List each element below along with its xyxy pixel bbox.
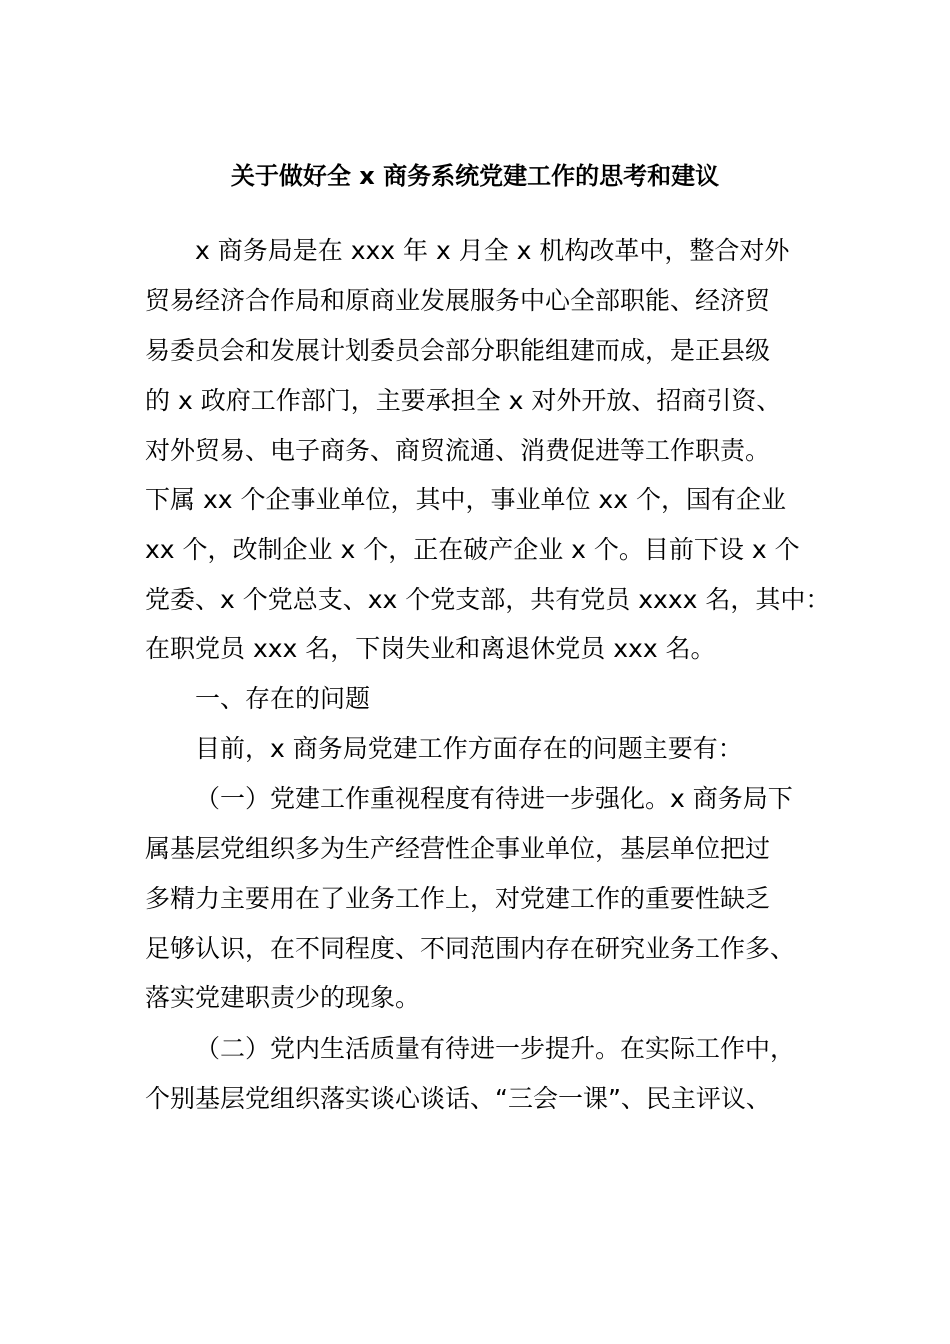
paragraph-line: 下属 xx 个企事业单位，其中，事业单位 xx 个，国有企业 — [145, 485, 786, 514]
paragraph-line: x 商务局是在 xxx 年 x 月全 x 机构改革中，整合对外 — [195, 236, 790, 265]
paragraph-line: xx 个，改制企业 x 个，正在破产企业 x 个。目前下设 x 个 — [145, 535, 800, 564]
paragraph-line: 易委员会和发展计划委员会部分职能组建而成，是正县级 — [145, 336, 771, 365]
paragraph-line: 个别基层党组织落实谈心谈话、“三会一课”、民主评议、 — [145, 1084, 771, 1113]
paragraph-line: 落实党建职责少的现象。 — [145, 983, 421, 1012]
subsection-heading: （二）党内生活质量有待进一步提升。在实际工作中， — [195, 1034, 796, 1063]
paragraph-line: 的 x 政府工作部门，主要承担全 x 对外开放、招商引资、 — [145, 386, 782, 415]
subsection-heading: （一）党建工作重视程度有待进一步强化。x 商务局下 — [195, 784, 793, 813]
section-heading: 一、存在的问题 — [195, 684, 371, 713]
document-title: 关于做好全 x 商务系统党建工作的思考和建议 — [230, 162, 720, 190]
paragraph-line: 足够认识，在不同程度、不同范围内存在研究业务工作多、 — [145, 934, 796, 963]
paragraph-line: 对外贸易、电子商务、商贸流通、消费促进等工作职责。 — [145, 436, 771, 465]
paragraph-line: 党委、x 个党总支、xx 个党支部，共有党员 xxxx 名，其中： — [145, 585, 831, 614]
paragraph-line: 在职党员 xxx 名，下岗失业和离退休党员 xxx 名。 — [145, 634, 716, 663]
paragraph-line: 贸易经济合作局和原商业发展服务中心全部职能、经济贸 — [145, 286, 771, 315]
paragraph-line: 属基层党组织多为生产经营性企事业单位，基层单位把过 — [145, 834, 771, 863]
paragraph-line: 目前，x 商务局党建工作方面存在的问题主要有： — [195, 734, 743, 763]
paragraph-line: 多精力主要用在了业务工作上，对党建工作的重要性缺乏 — [145, 884, 771, 913]
